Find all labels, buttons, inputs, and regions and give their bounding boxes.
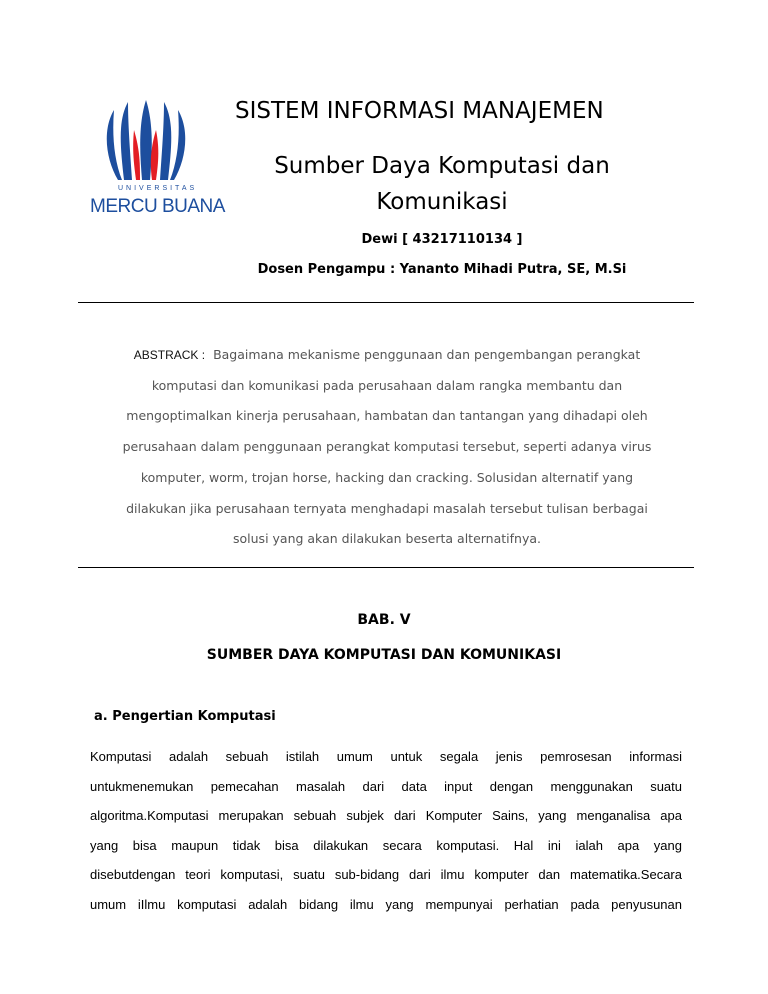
divider-bottom (78, 567, 694, 568)
lecturer-line: Dosen Pengampu : Yananto Mihadi Putra, SE, M.Si (257, 262, 627, 277)
body-line: untukmenemukan pemecahan masalah dari data input dengan menggunakan suatu (90, 778, 682, 794)
logo-university-text: UNIVERSITAS (118, 185, 198, 192)
chapter-number: BAB. V (357, 612, 411, 628)
body-line: disebutdengan teori komputasi, suatu sub-bidang dari ilmu komputer dan matematika.Secara (90, 867, 682, 882)
chapter-title: SUMBER DAYA KOMPUTASI DAN KOMUNIKASI (206, 647, 562, 663)
body-line: Komputasi adalah sebuah istilah umum untuk segala jenis pemrosesan informasi (90, 749, 682, 764)
body-paragraph (90, 742, 682, 919)
document-title: SISTEM INFORMASI MANAJEMEN (235, 98, 604, 124)
divider-top (78, 302, 694, 303)
body-line: yang bisa maupun tidak bisa dilakukan secara komputasi. Hal ini ialah apa yang (90, 837, 682, 853)
section-heading: a. Pengertian Komputasi (94, 709, 276, 724)
body-line: umum iIlmu komputasi adalah bidang ilmu yang mempunyai perhatian pada penyusunan (90, 896, 682, 912)
abstract-block: ABSTRACK : Bagaimana mekanisme penggunaan dan pengembangan perangkat komputasi dan komunikasi pada perusahaan dalam rangka membantu dan mengoptimalkan kinerja perusahaan, hambatan dan tantangan yang dihadapi oleh perusahaan dalam penggunaan perangkat komputasi tersebut, seperti adanya virus komputer, worm, trojan horse, hacking dan cracking. Solusidan alternatif yang dilakukan jika perusahaan ternyata menghadapi masalah tersebut tulisan berbagai solusi yang akan dilakukan beserta alternatifnya. (122, 347, 652, 547)
body-line: algoritma.Komputasi merupakan sebuah subjek dari Komputer Sains, yang menganalisa apa (90, 808, 682, 823)
abstract-label: ABSTRACK : (133, 348, 206, 362)
logo-university-name: MERCU BUANA (90, 196, 225, 217)
author-line: Dewi [ 43217110134 ] (361, 232, 523, 247)
document-subtitle: Sumber Daya Komputasi dan Komunikasi (274, 153, 610, 215)
